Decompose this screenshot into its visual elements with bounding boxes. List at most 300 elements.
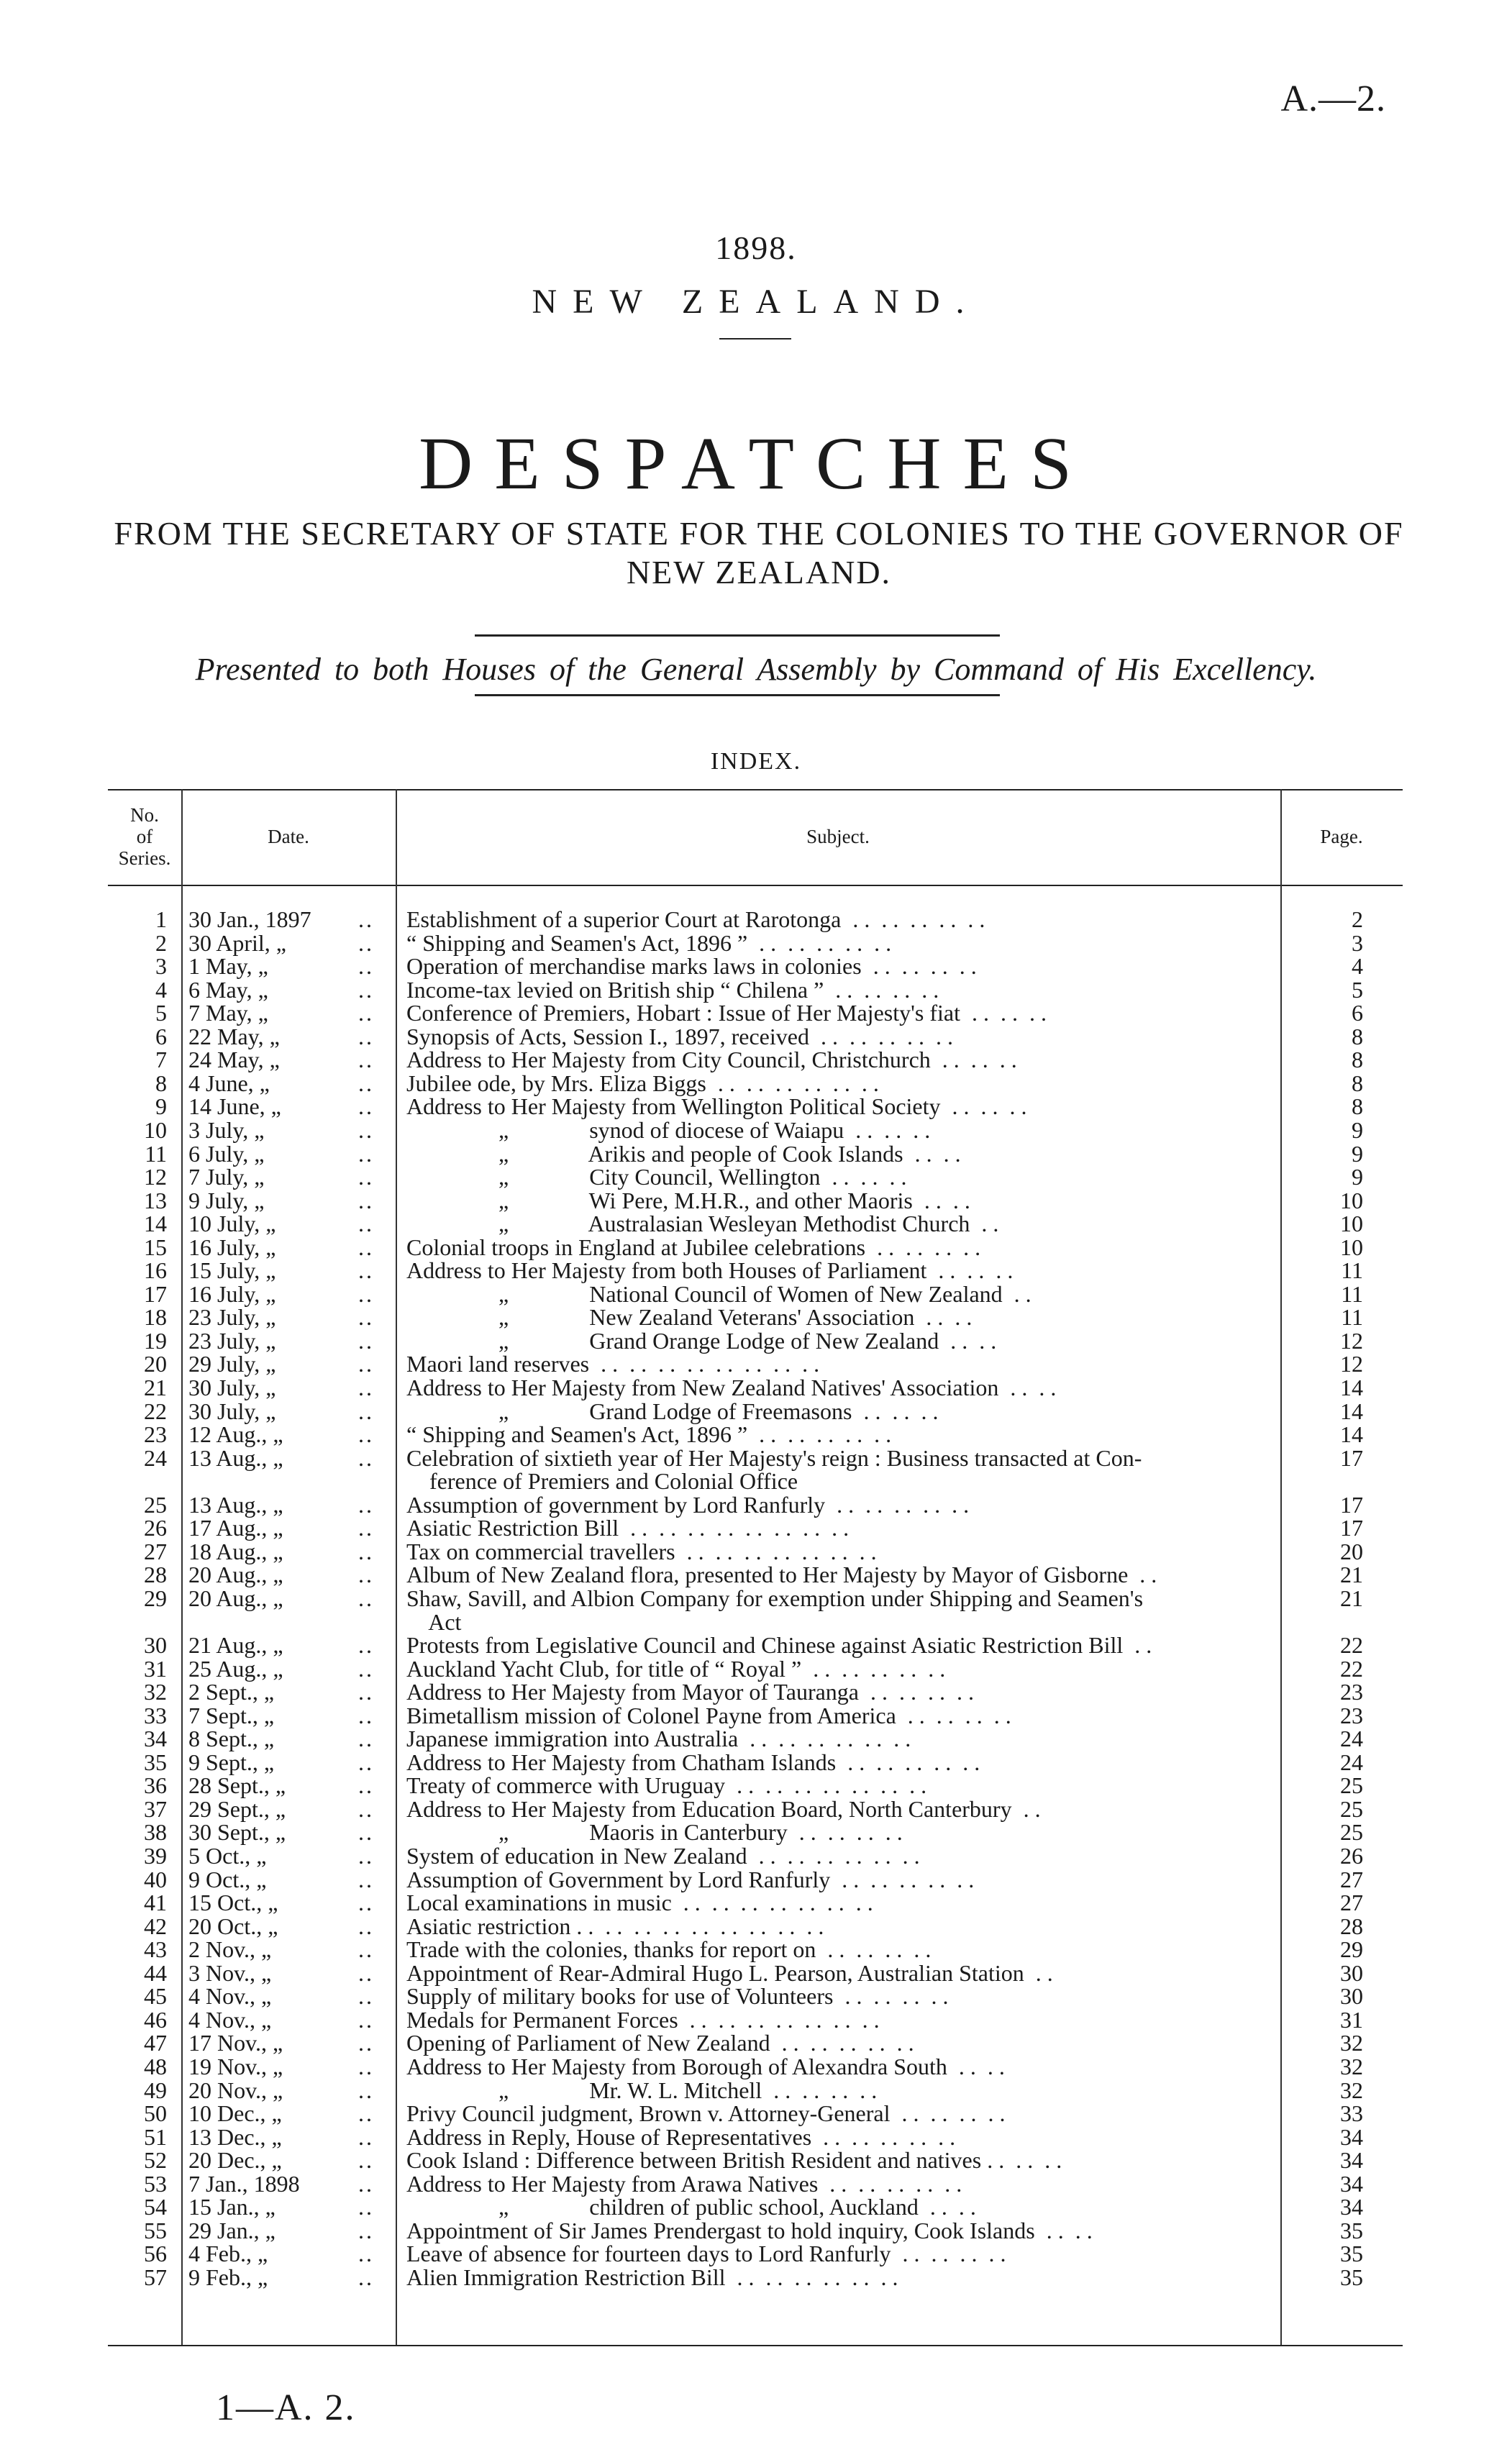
row-subject: Act bbox=[406, 1609, 462, 1635]
row-date: 17 Aug., „ bbox=[188, 1515, 283, 1541]
row-subject: Supply of military books for use of Volunteers . . . . . . . . bbox=[406, 1983, 949, 2009]
series-number: 34 bbox=[144, 1726, 167, 1751]
table-row bbox=[0, 1423, 1512, 1446]
row-date: 20 Aug., „ bbox=[188, 1562, 283, 1587]
row-leader-dots: .. bbox=[358, 1843, 374, 1869]
row-leader-dots: .. bbox=[358, 2124, 374, 2150]
table-row bbox=[0, 2266, 1512, 2289]
row-page: 25 bbox=[1340, 1819, 1363, 1845]
row-date: 7 Jan., 1898 bbox=[188, 2171, 300, 2197]
row-leader-dots: .. bbox=[358, 1960, 374, 1986]
row-page: 17 bbox=[1340, 1515, 1363, 1541]
row-date: 30 April, „ bbox=[188, 930, 286, 956]
table-row bbox=[0, 2079, 1512, 2102]
series-number: 2 bbox=[155, 930, 167, 956]
row-leader-dots: .. bbox=[358, 1047, 374, 1072]
series-number: 31 bbox=[144, 1656, 167, 1682]
series-number: 13 bbox=[144, 1188, 167, 1213]
row-date: 13 Dec., „ bbox=[188, 2124, 282, 2150]
table-row bbox=[0, 1469, 1512, 1493]
document-year: 1898. bbox=[715, 229, 797, 266]
row-subject: Address to Her Majesty from New Zealand Natives' Association . . . . bbox=[406, 1375, 1057, 1400]
row-date: 24 May, „ bbox=[188, 1047, 280, 1072]
table-row bbox=[0, 1189, 1512, 1213]
row-date: 20 Nov., „ bbox=[188, 2077, 283, 2103]
table-row bbox=[0, 1446, 1512, 1470]
page-subtitle: FROM THE SECRETARY OF STATE FOR THE COLONIES TO THE GOVERNOR OF NEW ZEALAND. bbox=[114, 515, 1404, 591]
row-date: 16 July, „ bbox=[188, 1234, 276, 1260]
document-reference: A.—2. bbox=[1280, 78, 1386, 119]
row-leader-dots: .. bbox=[358, 1539, 374, 1564]
row-date: 2 Sept., „ bbox=[188, 1679, 275, 1705]
row-subject: Trade with the colonies, thanks for report on . . . . . . . . bbox=[406, 1936, 932, 1962]
row-page: 4 bbox=[1352, 953, 1363, 979]
row-date: 15 July, „ bbox=[188, 1257, 276, 1283]
row-leader-dots: .. bbox=[358, 2077, 374, 2103]
row-page: 27 bbox=[1340, 1867, 1363, 1892]
row-page: 28 bbox=[1340, 1913, 1363, 1939]
series-number: 52 bbox=[144, 2147, 167, 2173]
table-row bbox=[0, 954, 1512, 978]
row-subject: Address to Her Majesty from Chatham Islands . . . . . . . . . . bbox=[406, 1749, 980, 1775]
row-date: 29 Sept., „ bbox=[188, 1796, 286, 1822]
row-leader-dots: .. bbox=[358, 1445, 374, 1471]
row-date: 4 Nov., „ bbox=[188, 1983, 272, 2009]
series-number: 21 bbox=[144, 1375, 167, 1400]
row-date: 13 Aug., „ bbox=[188, 1492, 283, 1518]
row-subject: Conference of Premiers, Hobart : Issue of Her Majesty's fiat . . . . . . bbox=[406, 1000, 1047, 1026]
series-number: 11 bbox=[145, 1141, 167, 1167]
series-number: 39 bbox=[144, 1843, 167, 1869]
table-row bbox=[0, 1516, 1512, 1540]
row-subject: Assumption of government by Lord Ranfurly . . . . . . . . . . bbox=[406, 1492, 970, 1518]
row-page: 25 bbox=[1340, 1772, 1363, 1798]
divider-top bbox=[475, 634, 1000, 637]
series-number: 55 bbox=[144, 2218, 167, 2243]
series-number: 33 bbox=[144, 1703, 167, 1728]
series-number: 22 bbox=[144, 1398, 167, 1424]
row-page: 12 bbox=[1340, 1351, 1363, 1377]
series-number: 19 bbox=[144, 1328, 167, 1354]
series-number: 9 bbox=[155, 1093, 167, 1119]
table-row bbox=[0, 1680, 1512, 1704]
series-number: 23 bbox=[144, 1421, 167, 1447]
row-page: 35 bbox=[1340, 2218, 1363, 2243]
row-subject: Opening of Parliament of New Zealand . . . . . . . . . . bbox=[406, 2030, 914, 2056]
index-heading: INDEX. bbox=[710, 748, 802, 775]
row-page: 34 bbox=[1340, 2147, 1363, 2173]
row-subject: Address to Her Majesty from Mayor of Tauranga . . . . . . . . bbox=[406, 1679, 974, 1705]
row-leader-dots: .. bbox=[358, 1796, 374, 1822]
row-page: 8 bbox=[1352, 1070, 1363, 1096]
table-row bbox=[0, 1844, 1512, 1868]
series-number: 16 bbox=[144, 1257, 167, 1283]
table-row bbox=[0, 1165, 1512, 1189]
table-row bbox=[0, 1212, 1512, 1236]
row-leader-dots: .. bbox=[358, 2147, 374, 2173]
row-subject: „ City Council, Wellington . . . . . . bbox=[406, 1164, 907, 1190]
row-leader-dots: .. bbox=[358, 2218, 374, 2243]
row-subject: Celebration of sixtieth year of Her Majesty's reign : Business transacted at Con- bbox=[406, 1445, 1142, 1471]
table-row bbox=[0, 1072, 1512, 1095]
row-date: 20 Dec., „ bbox=[188, 2147, 282, 2173]
row-page: 20 bbox=[1340, 1539, 1363, 1564]
row-date: 29 Jan., „ bbox=[188, 2218, 275, 2243]
row-subject: Income-tax levied on British ship “ Chilena ” . . . . . . . . bbox=[406, 977, 939, 1003]
row-page: 11 bbox=[1341, 1281, 1363, 1307]
series-number: 14 bbox=[144, 1211, 167, 1236]
row-date: 7 Sept., „ bbox=[188, 1703, 275, 1728]
series-number: 36 bbox=[144, 1772, 167, 1798]
series-number: 7 bbox=[155, 1047, 167, 1072]
table-row bbox=[0, 1329, 1512, 1353]
series-number: 49 bbox=[144, 2077, 167, 2103]
series-number: 57 bbox=[144, 2264, 167, 2290]
row-subject: Shaw, Savill, and Albion Company for exemption under Shipping and Seamen's bbox=[406, 1585, 1144, 1611]
row-date: 4 Nov., „ bbox=[188, 2007, 272, 2033]
series-number: 24 bbox=[144, 1445, 167, 1471]
row-subject: Appointment of Sir James Prendergast to hold inquiry, Cook Islands . . . . bbox=[406, 2218, 1093, 2243]
row-subject: Operation of merchandise marks laws in colonies . . . . . . . . bbox=[406, 953, 977, 979]
row-subject: Address to Her Majesty from Arawa Natives . . . . . . . . . . bbox=[406, 2171, 962, 2197]
row-leader-dots: .. bbox=[358, 1656, 374, 1682]
row-leader-dots: .. bbox=[358, 1913, 374, 1939]
row-subject: Address to Her Majesty from Education Board, North Canterbury . . bbox=[406, 1796, 1041, 1822]
row-subject: „ Wi Pere, M.H.R., and other Maoris . . . . bbox=[406, 1188, 970, 1213]
row-page: 22 bbox=[1340, 1632, 1363, 1658]
row-date: 8 Sept., „ bbox=[188, 1726, 275, 1751]
series-number: 46 bbox=[144, 2007, 167, 2033]
row-page: 6 bbox=[1352, 1000, 1363, 1026]
row-subject: „ Arikis and people of Cook Islands . . . . bbox=[406, 1141, 961, 1167]
row-leader-dots: .. bbox=[358, 1421, 374, 1447]
row-date: 23 July, „ bbox=[188, 1328, 276, 1354]
country-heading: NEW ZEALAND. bbox=[532, 283, 980, 321]
table-row bbox=[0, 1282, 1512, 1306]
row-leader-dots: .. bbox=[358, 2241, 374, 2266]
row-subject: “ Shipping and Seamen's Act, 1896 ” . . . . . . . . . . bbox=[406, 1421, 892, 1447]
table-row bbox=[0, 1751, 1512, 1774]
row-page: 32 bbox=[1340, 2077, 1363, 2103]
row-page: 17 bbox=[1340, 1445, 1363, 1471]
row-subject: Maori land reserves . . . . . . . . . . . . . . . . bbox=[406, 1351, 820, 1377]
table-row bbox=[0, 1236, 1512, 1259]
row-leader-dots: .. bbox=[358, 2194, 374, 2220]
series-number: 37 bbox=[144, 1796, 167, 1822]
row-subject: Asiatic restriction . . . . . . . . . . . . . . . . . . bbox=[406, 1913, 824, 1939]
row-page: 34 bbox=[1340, 2194, 1363, 2220]
row-page: 8 bbox=[1352, 1024, 1363, 1049]
row-date: 25 Aug., „ bbox=[188, 1656, 283, 1682]
row-page: 21 bbox=[1340, 1585, 1363, 1611]
table-row bbox=[0, 1868, 1512, 1892]
header-date: Date. bbox=[268, 826, 309, 847]
row-leader-dots: .. bbox=[358, 1726, 374, 1751]
row-subject: Appointment of Rear-Admiral Hugo L. Pearson, Australian Station . . bbox=[406, 1960, 1053, 1986]
row-subject: „ Grand Orange Lodge of New Zealand . . . . bbox=[406, 1328, 997, 1354]
row-page: 25 bbox=[1340, 1796, 1363, 1822]
row-page: 22 bbox=[1340, 1656, 1363, 1682]
table-row bbox=[0, 1774, 1512, 1797]
row-subject: Address to Her Majesty from both Houses of Parliament . . . . . . bbox=[406, 1257, 1014, 1283]
series-number: 29 bbox=[144, 1585, 167, 1611]
series-number: 30 bbox=[144, 1632, 167, 1658]
series-number: 32 bbox=[144, 1679, 167, 1705]
row-subject: Medals for Permanent Forces . . . . . . . . . . . . . . bbox=[406, 2007, 880, 2033]
row-page: 8 bbox=[1352, 1047, 1363, 1072]
series-number: 26 bbox=[144, 1515, 167, 1541]
row-leader-dots: .. bbox=[358, 2100, 374, 2126]
row-subject: Auckland Yacht Club, for title of “ Royal ” . . . . . . . . . . bbox=[406, 1656, 946, 1682]
row-page: 14 bbox=[1340, 1398, 1363, 1424]
row-date: 3 Nov., „ bbox=[188, 1960, 272, 1986]
row-page: 24 bbox=[1340, 1726, 1363, 1751]
row-leader-dots: .. bbox=[358, 1351, 374, 1377]
row-date: 15 Oct., „ bbox=[188, 1890, 278, 1915]
table-row bbox=[0, 2102, 1512, 2125]
row-subject: Leave of absence for fourteen days to Lord Ranfurly . . . . . . . . bbox=[406, 2241, 1006, 2266]
row-leader-dots: .. bbox=[358, 1515, 374, 1541]
table-row bbox=[0, 1048, 1512, 1072]
row-subject: Local examinations in music . . . . . . . . . . . . . . bbox=[406, 1890, 873, 1915]
row-subject: Privy Council judgment, Brown v. Attorney-General . . . . . . . . bbox=[406, 2100, 1006, 2126]
row-subject: „ Grand Lodge of Freemasons . . . . . . bbox=[406, 1398, 939, 1424]
series-number: 51 bbox=[144, 2124, 167, 2150]
row-leader-dots: .. bbox=[358, 1281, 374, 1307]
row-subject: Establishment of a superior Court at Rarotonga . . . . . . . . . . bbox=[406, 906, 985, 932]
row-leader-dots: .. bbox=[358, 1703, 374, 1728]
series-number: 4 bbox=[155, 977, 167, 1003]
row-subject: Address to Her Majesty from City Council, Christchurch . . . . . . bbox=[406, 1047, 1017, 1072]
row-leader-dots: .. bbox=[358, 1983, 374, 2009]
table-row bbox=[0, 2125, 1512, 2149]
row-page: 24 bbox=[1340, 1749, 1363, 1775]
table-row bbox=[0, 1376, 1512, 1400]
row-subject: Japanese immigration into Australia . . . . . . . . . . . . bbox=[406, 1726, 911, 1751]
row-leader-dots: .. bbox=[358, 2264, 374, 2290]
table-row bbox=[0, 1493, 1512, 1517]
row-page: 10 bbox=[1340, 1188, 1363, 1213]
row-date: 9 Sept., „ bbox=[188, 1749, 275, 1775]
row-date: 6 July, „ bbox=[188, 1141, 265, 1167]
table-row bbox=[0, 2148, 1512, 2172]
row-date: 9 July, „ bbox=[188, 1188, 265, 1213]
series-number: 50 bbox=[144, 2100, 167, 2126]
row-subject: „ Maoris in Canterbury . . . . . . . . bbox=[406, 1819, 903, 1845]
series-number: 3 bbox=[155, 953, 167, 979]
table-row bbox=[0, 1352, 1512, 1376]
series-number: 17 bbox=[144, 1281, 167, 1307]
row-date: 13 Aug., „ bbox=[188, 1445, 283, 1471]
row-leader-dots: .. bbox=[358, 1211, 374, 1236]
row-leader-dots: .. bbox=[358, 1398, 374, 1424]
row-leader-dots: .. bbox=[358, 953, 374, 979]
row-subject: „ Australasian Wesleyan Methodist Church . . bbox=[406, 1211, 999, 1236]
header-no: No. of Series. bbox=[118, 804, 171, 869]
row-leader-dots: .. bbox=[358, 1772, 374, 1798]
table-top-rule bbox=[108, 789, 1403, 790]
row-date: 10 Dec., „ bbox=[188, 2100, 282, 2126]
row-subject: „ synod of diocese of Waiapu . . . . . . bbox=[406, 1117, 931, 1143]
row-page: 30 bbox=[1340, 1983, 1363, 2009]
page-title: DESPATCHES bbox=[419, 422, 1093, 505]
row-subject: Cook Island : Difference between British Resident and natives . . . . . . bbox=[406, 2147, 1062, 2173]
row-date: 9 Feb., „ bbox=[188, 2264, 268, 2290]
series-number: 43 bbox=[144, 1936, 167, 1962]
row-date: 6 May, „ bbox=[188, 977, 268, 1003]
row-page: 35 bbox=[1340, 2241, 1363, 2266]
series-number: 15 bbox=[144, 1234, 167, 1260]
row-leader-dots: .. bbox=[358, 1304, 374, 1330]
series-number: 10 bbox=[144, 1117, 167, 1143]
row-date: 2 Nov., „ bbox=[188, 1936, 272, 1962]
table-row bbox=[0, 908, 1512, 931]
row-leader-dots: .. bbox=[358, 1867, 374, 1892]
row-page: 3 bbox=[1352, 930, 1363, 956]
row-subject: ference of Premiers and Colonial Office bbox=[406, 1468, 798, 1494]
series-number: 1 bbox=[155, 906, 167, 932]
row-date: 22 May, „ bbox=[188, 1024, 280, 1049]
row-page: 9 bbox=[1352, 1164, 1363, 1190]
series-number: 12 bbox=[144, 1164, 167, 1190]
row-page: 8 bbox=[1352, 1093, 1363, 1119]
series-number: 28 bbox=[144, 1562, 167, 1587]
row-date: 20 Aug., „ bbox=[188, 1585, 283, 1611]
row-date: 30 July, „ bbox=[188, 1375, 276, 1400]
row-page: 34 bbox=[1340, 2124, 1363, 2150]
row-leader-dots: .. bbox=[358, 1234, 374, 1260]
table-row bbox=[0, 1001, 1512, 1025]
row-date: 5 Oct., „ bbox=[188, 1843, 267, 1869]
row-page: 10 bbox=[1340, 1234, 1363, 1260]
row-page: 12 bbox=[1340, 1328, 1363, 1354]
row-leader-dots: .. bbox=[358, 1375, 374, 1400]
table-row bbox=[0, 978, 1512, 1002]
row-subject: Address to Her Majesty from Borough of Alexandra South . . . . bbox=[406, 2054, 1005, 2079]
row-leader-dots: .. bbox=[358, 2171, 374, 2197]
series-number: 18 bbox=[144, 1304, 167, 1330]
row-subject: Address in Reply, House of Representatives . . . . . . . . . . bbox=[406, 2124, 956, 2150]
table-row bbox=[0, 1704, 1512, 1728]
row-date: 3 July, „ bbox=[188, 1117, 265, 1143]
row-date: 30 Jan., 1897 bbox=[188, 906, 311, 932]
row-page: 9 bbox=[1352, 1141, 1363, 1167]
row-leader-dots: .. bbox=[358, 1819, 374, 1845]
table-row bbox=[0, 2219, 1512, 2243]
row-page: 34 bbox=[1340, 2171, 1363, 2197]
row-date: 30 July, „ bbox=[188, 1398, 276, 1424]
row-leader-dots: .. bbox=[358, 1117, 374, 1143]
row-date: 14 June, „ bbox=[188, 1093, 281, 1119]
table-row bbox=[0, 1400, 1512, 1423]
series-number: 47 bbox=[144, 2030, 167, 2056]
row-date: 12 Aug., „ bbox=[188, 1421, 283, 1447]
row-leader-dots: .. bbox=[358, 1070, 374, 1096]
row-leader-dots: .. bbox=[358, 1093, 374, 1119]
row-date: 10 July, „ bbox=[188, 1211, 276, 1236]
header-subject: Subject. bbox=[806, 826, 870, 847]
row-page: 23 bbox=[1340, 1703, 1363, 1728]
row-leader-dots: .. bbox=[358, 2054, 374, 2079]
row-page: 9 bbox=[1352, 1117, 1363, 1143]
row-date: 29 July, „ bbox=[188, 1351, 276, 1377]
row-subject: System of education in New Zealand . . . . . . . . . . . . bbox=[406, 1843, 920, 1869]
row-leader-dots: .. bbox=[358, 1141, 374, 1167]
table-row bbox=[0, 2242, 1512, 2266]
row-leader-dots: .. bbox=[358, 1632, 374, 1658]
table-row bbox=[0, 2031, 1512, 2055]
row-leader-dots: .. bbox=[358, 1936, 374, 1962]
row-leader-dots: .. bbox=[358, 930, 374, 956]
row-leader-dots: .. bbox=[358, 1000, 374, 1026]
row-date: 30 Sept., „ bbox=[188, 1819, 286, 1845]
row-subject: Alien Immigration Restriction Bill . . . . . . . . . . . . bbox=[406, 2264, 898, 2290]
row-subject: Protests from Legislative Council and Chinese against Asiatic Restriction Bill . . bbox=[406, 1632, 1152, 1658]
row-page: 32 bbox=[1340, 2030, 1363, 2056]
table-row bbox=[0, 2008, 1512, 2032]
table-row bbox=[0, 1915, 1512, 1938]
row-date: 23 July, „ bbox=[188, 1304, 276, 1330]
row-date: 7 May, „ bbox=[188, 1000, 268, 1026]
row-date: 7 July, „ bbox=[188, 1164, 265, 1190]
row-date: 17 Nov., „ bbox=[188, 2030, 283, 2056]
row-leader-dots: .. bbox=[358, 1328, 374, 1354]
table-row bbox=[0, 1095, 1512, 1118]
series-number: 20 bbox=[144, 1351, 167, 1377]
presented-note: Presented to both Houses of the General Assembly by Command of His Excellency. bbox=[195, 652, 1317, 687]
series-number: 45 bbox=[144, 1983, 167, 2009]
short-divider bbox=[719, 338, 791, 340]
row-leader-dots: .. bbox=[358, 1679, 374, 1705]
table-row bbox=[0, 1540, 1512, 1564]
row-leader-dots: .. bbox=[358, 1024, 374, 1049]
table-row bbox=[0, 1985, 1512, 2008]
series-number: 41 bbox=[144, 1890, 167, 1915]
table-row bbox=[0, 2195, 1512, 2219]
series-number: 42 bbox=[144, 1913, 167, 1939]
row-page: 14 bbox=[1340, 1375, 1363, 1400]
table-row bbox=[0, 1797, 1512, 1821]
row-date: 21 Aug., „ bbox=[188, 1632, 283, 1658]
table-row bbox=[0, 1587, 1512, 1610]
table-row bbox=[0, 1657, 1512, 1681]
row-date: 20 Oct., „ bbox=[188, 1913, 278, 1939]
row-leader-dots: .. bbox=[358, 1749, 374, 1775]
table-row bbox=[0, 1563, 1512, 1587]
row-page: 2 bbox=[1352, 906, 1363, 932]
row-subject: „ children of public school, Auckland . . . . bbox=[406, 2194, 976, 2220]
table-bottom-rule bbox=[108, 2345, 1403, 2346]
row-page: 29 bbox=[1340, 1936, 1363, 1962]
row-subject: „ Mr. W. L. Mitchell . . . . . . . . bbox=[406, 2077, 878, 2103]
table-row bbox=[0, 1118, 1512, 1142]
row-date: 15 Jan., „ bbox=[188, 2194, 275, 2220]
table-row bbox=[0, 1259, 1512, 1282]
table-row bbox=[0, 1305, 1512, 1329]
row-subject: Asiatic Restriction Bill . . . . . . . . . . . . . . . . bbox=[406, 1515, 850, 1541]
row-subject: Album of New Zealand flora, presented to Her Majesty by Mayor of Gisborne . . bbox=[406, 1562, 1157, 1587]
series-number: 8 bbox=[155, 1070, 167, 1096]
series-number: 25 bbox=[144, 1492, 167, 1518]
series-number: 6 bbox=[155, 1024, 167, 1049]
table-row bbox=[0, 931, 1512, 955]
row-leader-dots: .. bbox=[358, 1562, 374, 1587]
row-page: 21 bbox=[1340, 1562, 1363, 1587]
series-number: 54 bbox=[144, 2194, 167, 2220]
table-row bbox=[0, 1633, 1512, 1657]
row-page: 11 bbox=[1341, 1257, 1363, 1283]
series-number: 48 bbox=[144, 2054, 167, 2079]
